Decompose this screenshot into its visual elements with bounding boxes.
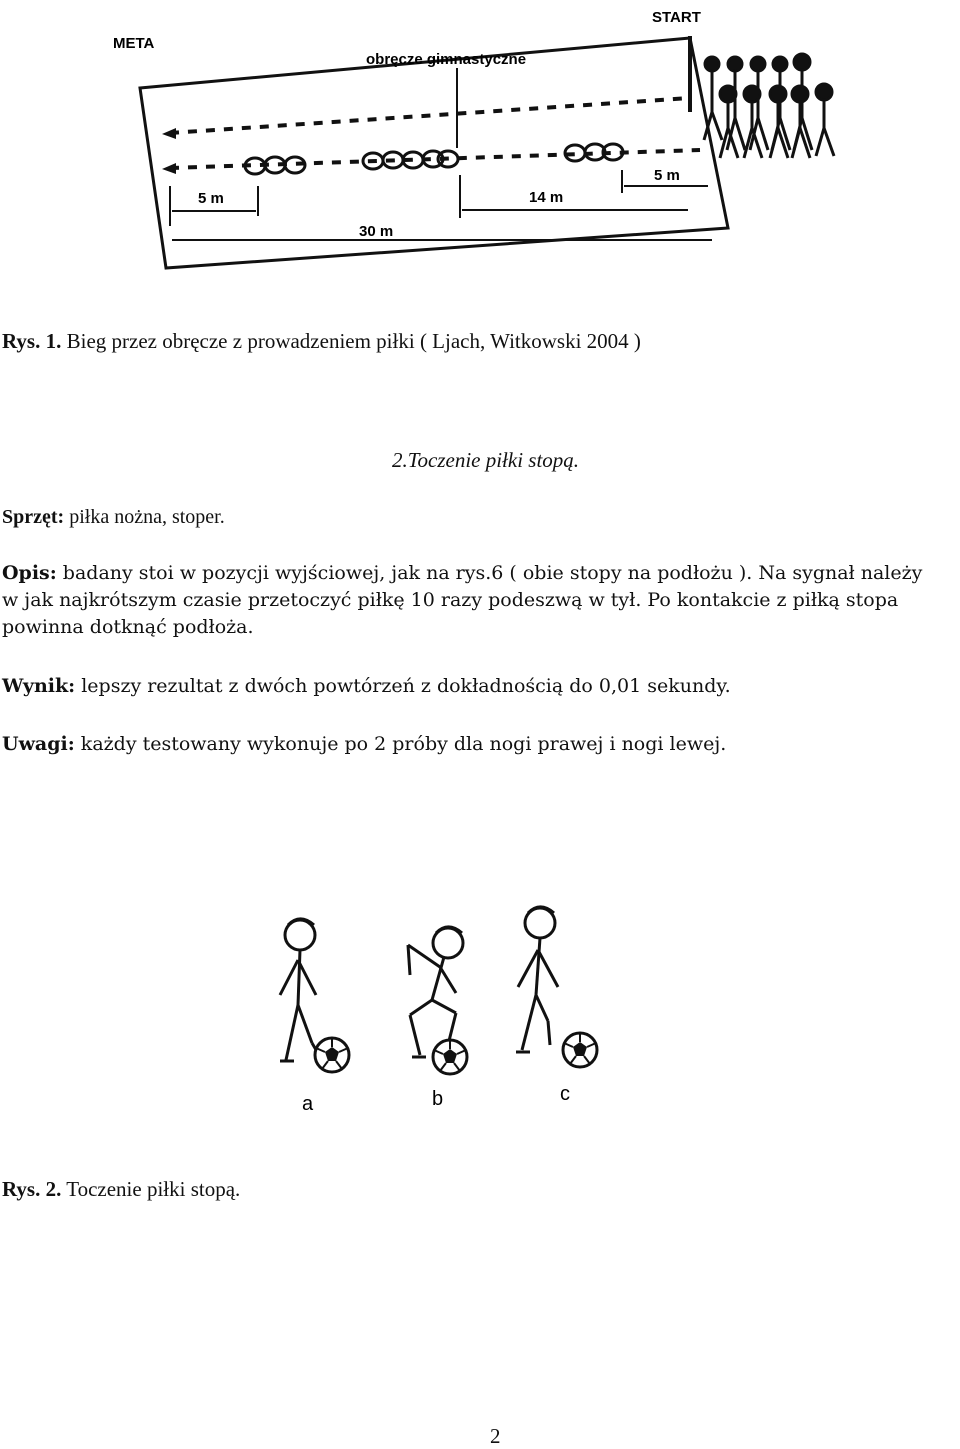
- label-30m: 30 m: [359, 223, 394, 240]
- notes-text: każdy testowany wykonuje po 2 próby dla nogi prawej i nogi lewej.: [74, 733, 727, 755]
- figure-1-running-course: [100, 0, 860, 280]
- notes-label: Uwagi:: [2, 733, 75, 755]
- stick-figure-b: [408, 927, 463, 1057]
- description-line-1: badany stoi w pozycji wyjściowej, jak na rys.6 ( obie stopy na podłożu ). Na sygnał należy: [56, 562, 923, 584]
- caption-figure-2: [2, 1176, 240, 1202]
- stick-figure-c: [516, 907, 558, 1052]
- equipment-label: Sprzęt:: [2, 506, 65, 528]
- figure-2-ball-rolling: [260, 895, 620, 1120]
- caption-2-prefix: Rys. 2.: [2, 1177, 62, 1201]
- lane-1: [170, 98, 690, 133]
- stick-figure-a: [280, 919, 322, 1061]
- lane-2-arrow: [162, 163, 176, 174]
- label-14m: 14 m: [529, 189, 564, 206]
- label-start: START: [652, 9, 701, 26]
- description-label: Opis:: [2, 562, 57, 584]
- soccer-ball-a: [315, 1038, 349, 1072]
- description-line-2: w jak najkrótszym czasie przetoczyć piłkę 10 razy podeszwą w tył. Po kontakcie z piłką stopa: [2, 589, 899, 611]
- soccer-ball-c: [563, 1033, 597, 1067]
- label-hoops: obręcze gimnastyczne: [366, 51, 527, 68]
- description-line-3: powinna dotknąć podłoża.: [2, 616, 254, 638]
- caption-1-prefix: Rys. 1.: [2, 329, 62, 353]
- caption-figure-1: [2, 328, 641, 354]
- lane-1-arrow: [162, 128, 176, 139]
- label-a: a: [302, 1093, 314, 1115]
- caption-1-text: Bieg przez obręcze z prowadzeniem piłki ( Ljach, Witkowski 2004 ): [61, 329, 641, 353]
- label-5m-left: 5 m: [198, 190, 224, 207]
- section-heading: 2.Toczenie piłki stopą.: [392, 448, 580, 472]
- description-paragraph: [2, 560, 960, 641]
- caption-2-text: Toczenie piłki stopą.: [61, 1177, 241, 1201]
- result-label: Wynik:: [2, 675, 76, 697]
- runners-group: [704, 54, 834, 158]
- soccer-ball-b: [433, 1040, 467, 1074]
- result-text: lepszy rezultat z dwóch powtórzeń z dokładnością do 0,01 sekundy.: [75, 675, 731, 697]
- label-meta: META: [113, 35, 155, 52]
- notes-line: [2, 731, 726, 758]
- label-c: c: [560, 1083, 570, 1105]
- equipment-text: piłka nożna, stoper.: [64, 506, 225, 528]
- equipment-line: [2, 504, 225, 530]
- label-b: b: [432, 1088, 444, 1110]
- label-5m-right: 5 m: [654, 167, 680, 184]
- page-number: 2: [490, 1424, 501, 1448]
- result-line: [2, 673, 731, 700]
